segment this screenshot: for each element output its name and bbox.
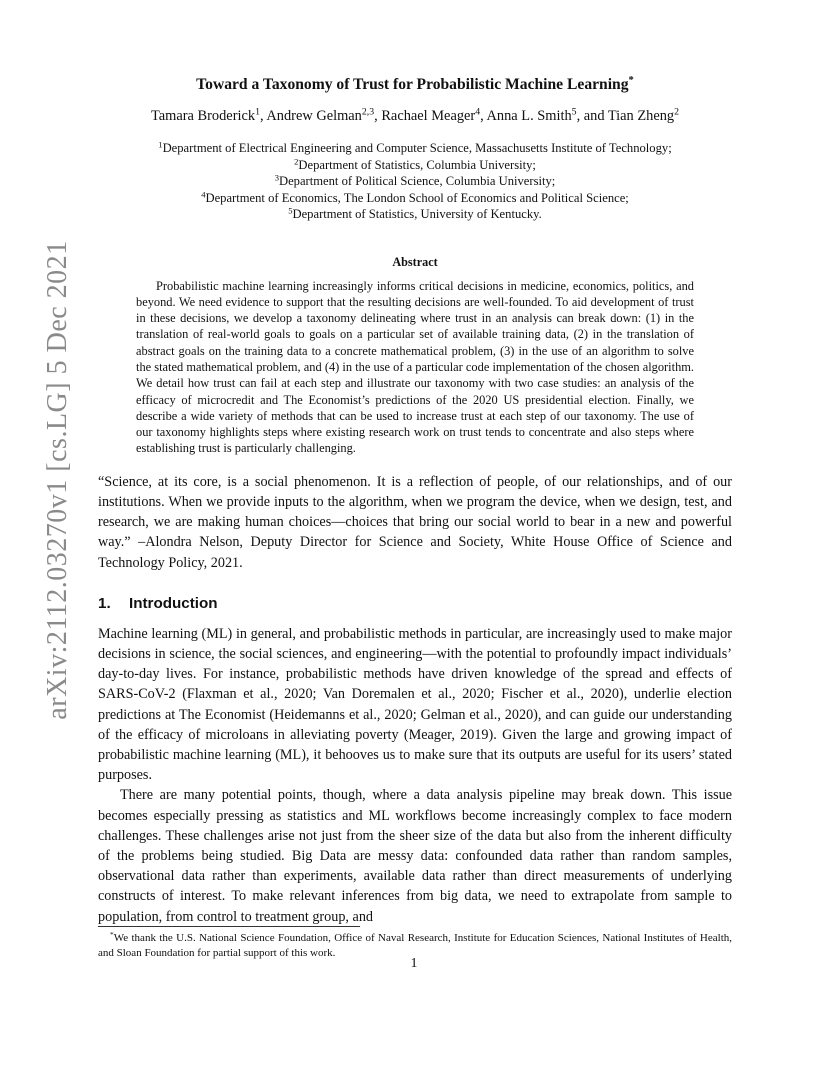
affiliation: $^5$Department of Statistics, University of Kentucky.	[288, 205, 542, 221]
footnote-text: We thank the U.S. National Science Foundation, Office of Naval Research, Institute for Education Sciences, National Institutes of Health, and Sloan Foundation for partial support of this work.	[98, 932, 732, 960]
author: Andrew Gelman$^{2,3}$,	[266, 106, 382, 124]
section-heading	[98, 595, 732, 612]
author: Anna L. Smith$^5$, and	[486, 106, 608, 124]
main-content	[98, 76, 732, 927]
affiliation: $^4$Department of Economics, The London School of Economics and Political Science;	[201, 188, 629, 205]
footnote-mark: *	[110, 929, 114, 939]
author: Rachael Meager$^4$,	[381, 106, 487, 124]
author-list	[98, 108, 732, 125]
affiliation: $^3$Department of Political Science, Columbia University;	[274, 172, 556, 188]
author: Tamara Broderick$^1$,	[151, 106, 267, 124]
title-text: Toward a Taxonomy of Trust for Probabilistic Machine Learning	[196, 76, 629, 93]
paper-title	[98, 76, 732, 94]
abstract-text: Probabilistic machine learning increasingly informs critical decisions in medicine, economics, politics, and beyond. We need evidence to support that the resulting decisions are well-founded. To aid development of trust in these decisions, we develop a taxonomy delineating where trust in an analysis can break down: (1) in the translation of real-world goals to goals on a particular set of available training data, (2) in the translation of abstract goals on the training data to a concrete mathematical problem, (3) in the use of an algorithm to solve the stated mathematical problem, and (4) in the use of a particular code implementation of the chosen algorithm. We detail how trust can fail at each step and illustrate our taxonomy with two case studies: an analysis of the efficacy of microcredit and The Economist’s predictions of the 2020 US presidential election. Finally, we describe a wide variety of methods that can be used to increase trust at each step of our taxonomy. The use of our taxonomy highlights steps where existing research work on trust tends to concentrate and also steps where establishing trust is particularly challenging.	[136, 278, 694, 456]
section-title: Introduction	[129, 594, 218, 612]
section-number: 1.	[98, 594, 111, 612]
affiliation: $^1$Department of Electrical Engineering and Computer Science, Massachusetts Institute of Technology;	[158, 139, 672, 155]
affiliation-list	[98, 140, 732, 223]
footnote-divider	[98, 926, 360, 927]
author: Tian Zheng$^2$	[607, 106, 679, 124]
body-paragraph: There are many potential points, though, where a data analysis pipeline may break down. This issue becomes especially pressing as statistics and ML workflows become increasingly complex to face modern challenges. These challenges arise not just from the sheer size of the data but also from the inherent difficulty of the problems being studied. Big Data are messy data: confounded data rather than random samples, observational data rather than experiments, available data rather than direct measurements of underlying constructs of interest. To make relevant inferences from big data, we need to extrapolate from sample to population, from control to treatment group, and	[98, 787, 732, 925]
arxiv-identifier-stamp: arXiv:2112.03270v1 [cs.LG] 5 Dec 2021	[42, 240, 73, 720]
title-footnote-mark: *	[628, 75, 634, 87]
body-paragraph: Machine learning (ML) in general, and probabilistic methods in particular, are increasingly used to make major decisions in science, the social sciences, and engineering—with the potential to profoundly impact individuals’ day-to-day lives. For instance, probabilistic methods have driven knowledge of the spread and effects of SARS-CoV-2 (Flaxman et al., 2020; Van Doremalen et al., 2020; Fischer et al., 2020), underlie election predictions at The Economist (Heidemanns et al., 2020; Gelman et al., 2020), and can guide our understanding of the efficacy of microloans in alleviating poverty (Meager, 2019). Given the large and growing impact of probabilistic machine learning (ML), it behooves us to make sure that its outputs are useful for its users’ stated purposes.	[98, 625, 732, 784]
abstract-heading: Abstract	[392, 254, 438, 269]
page-number: 1	[410, 956, 418, 971]
affiliation: $^2$Department of Statistics, Columbia University;	[294, 155, 536, 172]
epigraph-quote: “Science, at its core, is a social phenomenon. It is a reflection of people, of our relationships, and of our institutions. When we provide inputs to the algorithm, when we program the device, when we design, test, and research, we are making human choices—choices that bring our social world to bear in a new and powerful way.” –Alondra Nelson, Deputy Director for Science and Society, White House Office of Science and Technology Policy, 2021.	[98, 473, 732, 571]
